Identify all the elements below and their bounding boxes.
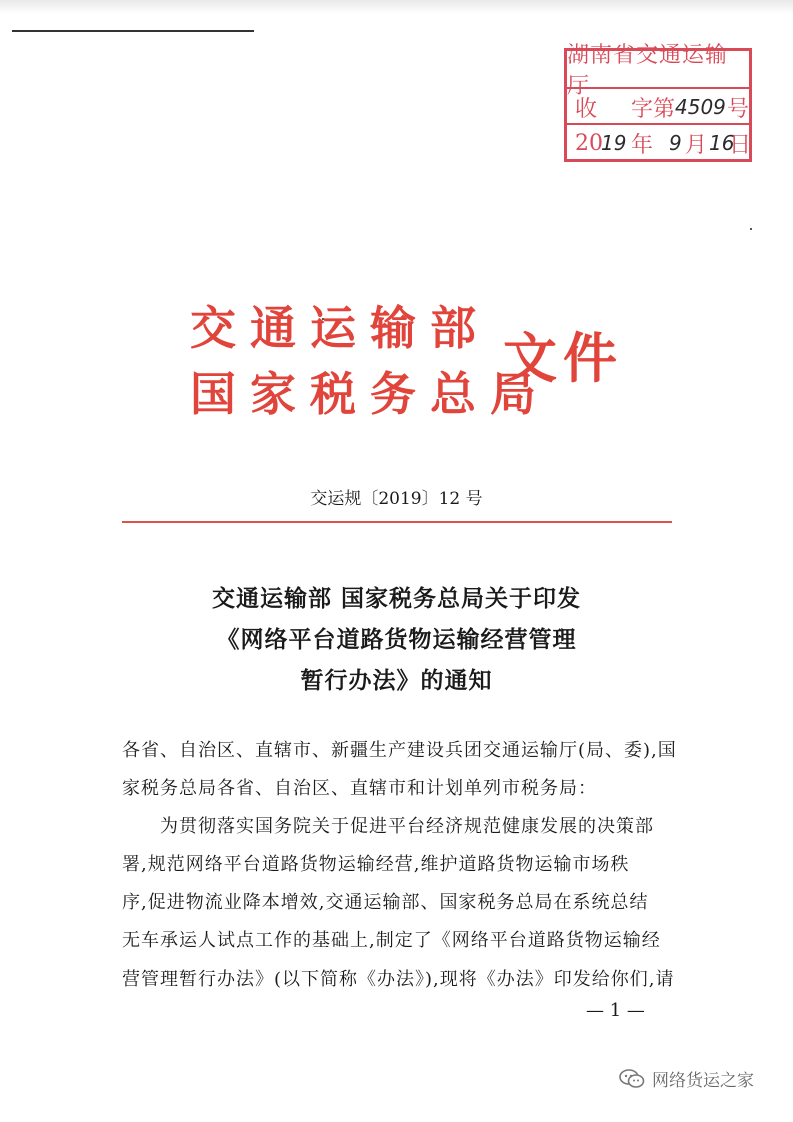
header-doc-type: 文件 bbox=[503, 326, 623, 390]
document-title-line: 《网络平台道路货物运输经营管理 bbox=[216, 626, 577, 653]
document-number: 交运规〔2019〕12 号 bbox=[310, 489, 483, 509]
document-title-line: 交通运输部 国家税务总局关于印发 bbox=[211, 585, 581, 612]
page-number: — 1 — bbox=[586, 1000, 645, 1021]
document-title-line: 暂行办法》的通知 bbox=[300, 667, 493, 694]
stamp-year-prefix: 20 bbox=[575, 130, 603, 156]
watermark bbox=[618, 1066, 754, 1091]
watermark-text: 网络货运之家 bbox=[652, 1071, 754, 1091]
red-divider bbox=[122, 521, 672, 523]
scan-page-edge bbox=[0, 0, 793, 14]
stamp-date-row bbox=[567, 123, 752, 161]
scan-artifact-line bbox=[12, 30, 254, 32]
stamp-number-suffix: 号 bbox=[727, 96, 750, 122]
stamp-receive-label: 收 bbox=[575, 96, 598, 122]
receipt-stamp bbox=[564, 43, 752, 162]
stamp-number-row bbox=[567, 87, 749, 125]
body-line: 署,规范网络平台道路货物运输经营,维护道路货物运输市场秩 bbox=[122, 854, 630, 875]
body-line: 无车承运人试点工作的基础上,制定了《网络平台道路货物运输经 bbox=[122, 930, 661, 951]
stamp-month: 9 bbox=[669, 131, 682, 155]
stamp-number-label: 字第 bbox=[631, 96, 676, 122]
body-line: 营管理暂行办法》(以下简称《办法》),现将《办法》印发给你们,请 bbox=[122, 969, 675, 990]
header-org-tax: 国家税务总局 bbox=[190, 367, 550, 421]
scan-dust bbox=[750, 228, 752, 230]
stamp-day-label: 日 bbox=[729, 132, 752, 158]
stamp-org: 湖南省交通运输厅 bbox=[567, 43, 729, 99]
wechat-icon bbox=[618, 1068, 646, 1090]
stamp-day: 16 bbox=[709, 131, 735, 155]
body-line: 序,促进物流业降本增效,交通运输部、国家税务总局在系统总结 bbox=[122, 892, 649, 913]
header-org-transport: 交通运输部 bbox=[190, 301, 490, 355]
stamp-month-label: 月 bbox=[685, 132, 708, 158]
stamp-year: 19 bbox=[601, 131, 627, 155]
recipients-line: 家税务总局各省、自治区、直辖市和计划单列市税务局： bbox=[122, 778, 597, 799]
body-line: 为贯彻落实国务院关于促进平台经济规范健康发展的决策部 bbox=[160, 816, 654, 837]
stamp-year-label: 年 bbox=[631, 132, 654, 158]
stamp-number: 4509 bbox=[675, 95, 726, 119]
recipients-line: 各省、自治区、直辖市、新疆生产建设兵团交通运输厅(局、委),国 bbox=[122, 740, 677, 761]
